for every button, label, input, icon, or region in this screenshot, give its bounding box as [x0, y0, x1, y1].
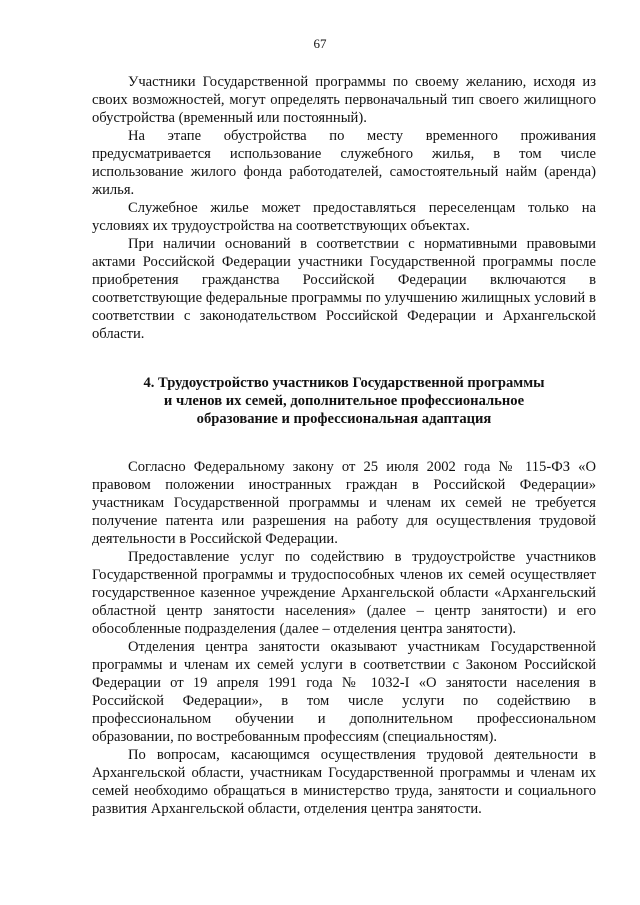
- section-heading: [92, 374, 596, 428]
- paragraph: Предоставление услуг по содействию в трудоустройстве участников Государственной программы и трудоспособных членов их семей осуществляет государственное казенное учреждение Архангельской области «Архангельский областной центр занятости населения» (далее – центр занятости) и его обособленные подразделения (далее – отделения центра занятости).: [92, 549, 596, 637]
- paragraph: Служебное жилье может предоставляться переселенцам только на условиях их трудоустройства на соответствующих объектах.: [92, 200, 596, 234]
- page-number: 67: [313, 36, 327, 51]
- section-heading-line: образование и профессиональная адаптация: [196, 411, 492, 427]
- paragraph: Отделения центра занятости оказывают участникам Государственной программы и членам их семей услуги в соответствии с Законом Российской Федерации от 19 апреля 1991 года № 1032-I «О занятости населения в Российской Федерации», в том числе услуги по содействию в профессиональном обучении и дополнительном профессиональном образовании, по востребованным профессиям (специальностям).: [92, 639, 596, 745]
- document-body: [92, 73, 596, 818]
- paragraph: На этапе обустройства по месту временного проживания предусматривается использование служебного жилья, в том числе использование жилого фонда работодателей, самостоятельный найм (аренда) жилья.: [92, 128, 596, 198]
- paragraph: Участники Государственной программы по своему желанию, исходя из своих возможностей, могут определять первоначальный тип своего жилищного обустройства (временный или постоянный).: [92, 74, 596, 126]
- section-heading-line: и членов их семей, дополнительное профессиональное: [163, 393, 525, 409]
- paragraph: По вопросам, касающимся осуществления трудовой деятельности в Архангельской области, участникам Государственной программы и членам их семей необходимо обращаться в министерство труда, занятости и социального развития Архангельской области, отделения центра занятости.: [92, 747, 596, 817]
- section-heading-line: 4. Трудоустройство участников Государственной программы: [143, 375, 545, 391]
- paragraph: При наличии оснований в соответствии с нормативными правовыми актами Российской Федерации участники Государственной программы после приобретения гражданства Российской Федерации включаются в соответствующие федеральные программы по улучшению жилищных условий в соответствии с законодательством Российской Федерации и Архангельской области.: [92, 236, 596, 342]
- paragraph: Согласно Федеральному закону от 25 июля 2002 года № 115-ФЗ «О правовом положении иностранных граждан в Российской Федерации» участникам Государственной программы и членам их семей не требуется получение патента или разрешения на работу для осуществления трудовой деятельности в Российской Федерации.: [92, 459, 596, 547]
